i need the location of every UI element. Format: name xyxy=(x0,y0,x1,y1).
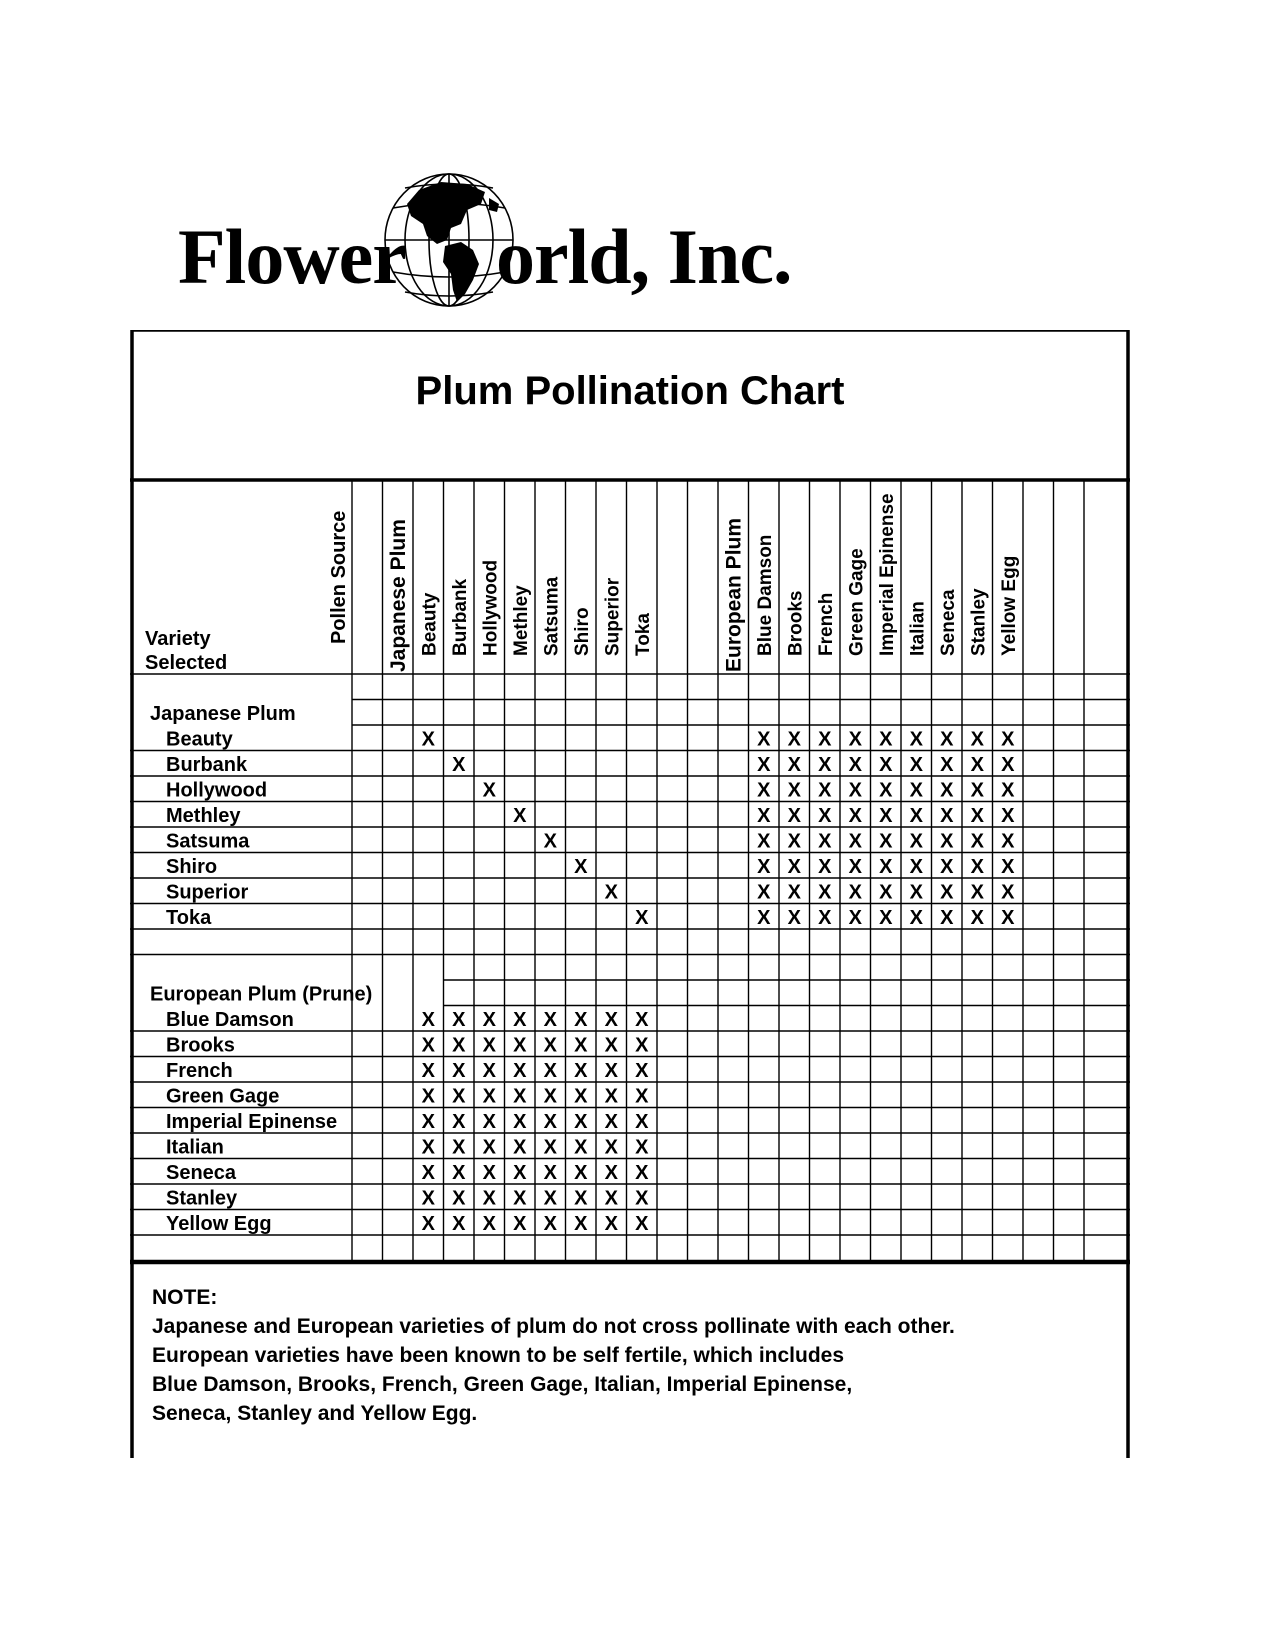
compatibility-mark: X xyxy=(787,907,801,929)
note-heading: NOTE: xyxy=(152,1286,218,1309)
compatibility-mark: X xyxy=(513,1060,527,1082)
compatibility-mark: X xyxy=(879,805,893,827)
column-header: Superior xyxy=(602,577,624,656)
compatibility-mark: X xyxy=(604,1085,618,1108)
compatibility-mark: X xyxy=(452,1034,466,1057)
compatibility-mark: X xyxy=(940,830,954,853)
compatibility-mark: X xyxy=(818,754,832,776)
pollination-chart-frame xyxy=(130,330,1130,1465)
column-header: French xyxy=(815,592,837,656)
compatibility-mark: X xyxy=(604,1060,618,1082)
variety-label: Imperial Epinense xyxy=(166,1111,338,1133)
compatibility-mark: X xyxy=(513,1085,527,1108)
compatibility-mark: X xyxy=(848,881,862,904)
compatibility-mark: X xyxy=(879,856,893,878)
brand-name-right: orld, Inc. xyxy=(496,213,792,300)
compatibility-mark: X xyxy=(1001,830,1015,853)
compatibility-mark: X xyxy=(848,805,862,827)
compatibility-mark: X xyxy=(543,830,557,853)
company-logo xyxy=(178,170,828,315)
compatibility-mark: X xyxy=(1001,856,1015,878)
compatibility-mark: X xyxy=(848,754,862,776)
compatibility-mark: X xyxy=(818,856,832,878)
compatibility-mark: X xyxy=(604,1111,618,1133)
compatibility-mark: X xyxy=(635,1187,649,1210)
compatibility-mark: X xyxy=(970,779,984,802)
note-line-1: Japanese and European varieties of plum do not cross pollinate with each other. xyxy=(152,1315,955,1338)
column-header: Yellow Egg xyxy=(998,555,1020,656)
compatibility-mark: X xyxy=(940,779,954,802)
compatibility-mark: X xyxy=(635,907,649,929)
compatibility-mark: X xyxy=(1001,805,1015,827)
compatibility-mark: X xyxy=(574,1187,588,1210)
compatibility-mark: X xyxy=(818,779,832,802)
compatibility-mark: X xyxy=(879,881,893,904)
compatibility-mark: X xyxy=(421,1085,435,1108)
compatibility-mark: X xyxy=(818,728,832,751)
compatibility-mark: X xyxy=(574,1213,588,1235)
compatibility-mark: X xyxy=(848,907,862,929)
compatibility-mark: X xyxy=(970,805,984,827)
compatibility-mark: X xyxy=(543,1187,557,1210)
compatibility-mark: X xyxy=(818,805,832,827)
compatibility-mark: X xyxy=(574,1085,588,1108)
compatibility-mark: X xyxy=(604,881,618,904)
compatibility-mark: X xyxy=(940,805,954,827)
compatibility-mark: X xyxy=(482,1111,496,1133)
compatibility-mark: X xyxy=(635,1111,649,1133)
column-header: Toka xyxy=(632,613,654,656)
column-header: Stanley xyxy=(968,588,990,656)
compatibility-mark: X xyxy=(757,856,771,878)
variety-label: Green Gage xyxy=(166,1085,280,1108)
compatibility-mark: X xyxy=(818,830,832,853)
compatibility-mark: X xyxy=(970,881,984,904)
column-header: Methley xyxy=(510,585,532,656)
compatibility-mark: X xyxy=(574,1060,588,1082)
compatibility-mark: X xyxy=(879,830,893,853)
compatibility-mark: X xyxy=(909,805,923,827)
compatibility-mark: X xyxy=(757,881,771,904)
column-header: Brooks xyxy=(785,590,807,656)
compatibility-mark: X xyxy=(757,830,771,853)
variety-label: French xyxy=(166,1060,233,1082)
compatibility-mark: X xyxy=(574,1009,588,1031)
compatibility-mark: X xyxy=(604,1162,618,1184)
compatibility-mark: X xyxy=(421,1136,435,1159)
compatibility-mark: X xyxy=(787,779,801,802)
variety-label: Toka xyxy=(166,907,212,929)
compatibility-mark: X xyxy=(970,754,984,776)
column-headers xyxy=(387,493,1020,672)
column-header: Beauty xyxy=(419,592,441,656)
compatibility-mark: X xyxy=(787,805,801,827)
compatibility-mark: X xyxy=(757,907,771,929)
compatibility-mark: X xyxy=(421,1213,435,1235)
row-labels xyxy=(150,703,372,1235)
variety-selected-label-line2: Selected xyxy=(145,652,228,674)
compatibility-mark: X xyxy=(940,881,954,904)
compatibility-mark: X xyxy=(787,856,801,878)
compatibility-mark: X xyxy=(635,1162,649,1184)
compatibility-mark: X xyxy=(482,1060,496,1082)
compatibility-mark: X xyxy=(879,728,893,751)
compatibility-mark: X xyxy=(757,728,771,751)
variety-label: Beauty xyxy=(166,728,233,751)
note-line-4: Seneca, Stanley and Yellow Egg. xyxy=(152,1402,478,1425)
pollen-source-label: Pollen Source xyxy=(328,510,350,644)
variety-label: Satsuma xyxy=(166,830,250,853)
compatibility-mark: X xyxy=(513,805,527,827)
variety-label: Blue Damson xyxy=(166,1009,294,1031)
compatibility-mark: X xyxy=(1001,907,1015,929)
compatibility-mark: X xyxy=(879,907,893,929)
compatibility-mark: X xyxy=(818,881,832,904)
compatibility-mark: X xyxy=(970,907,984,929)
compatibility-mark: X xyxy=(940,907,954,929)
variety-label: Burbank xyxy=(166,754,248,776)
pollination-chart xyxy=(130,330,1130,1460)
compatibility-mark: X xyxy=(482,1162,496,1184)
compatibility-mark: X xyxy=(879,779,893,802)
compatibility-mark: X xyxy=(909,728,923,751)
compatibility-mark: X xyxy=(848,856,862,878)
column-header: Shiro xyxy=(571,607,593,656)
compatibility-mark: X xyxy=(604,1136,618,1159)
compatibility-mark: X xyxy=(543,1162,557,1184)
compatibility-mark: X xyxy=(909,856,923,878)
compatibility-mark: X xyxy=(482,1136,496,1159)
compatibility-mark: X xyxy=(421,1034,435,1057)
column-header: Seneca xyxy=(937,589,959,656)
compatibility-mark: X xyxy=(452,1060,466,1082)
compatibility-mark: X xyxy=(604,1034,618,1057)
column-header: Green Gage xyxy=(846,548,868,656)
compatibility-mark: X xyxy=(482,1187,496,1210)
compatibility-mark: X xyxy=(1001,881,1015,904)
column-header: Blue Damson xyxy=(754,534,776,656)
compatibility-mark: X xyxy=(574,856,588,878)
compatibility-mark: X xyxy=(909,754,923,776)
compatibility-mark: X xyxy=(482,779,496,802)
variety-label: Superior xyxy=(166,881,249,904)
compatibility-mark: X xyxy=(452,1162,466,1184)
compatibility-mark: X xyxy=(543,1009,557,1031)
compatibility-mark: X xyxy=(1001,754,1015,776)
chart-title: Plum Pollination Chart xyxy=(415,369,845,413)
compatibility-mark: X xyxy=(421,1009,435,1031)
compatibility-mark: X xyxy=(940,754,954,776)
compatibility-mark: X xyxy=(970,728,984,751)
compatibility-mark: X xyxy=(635,1060,649,1082)
compatibility-mark: X xyxy=(543,1085,557,1108)
compatibility-mark: X xyxy=(970,830,984,853)
column-header: Japanese Plum xyxy=(386,519,410,672)
compatibility-mark: X xyxy=(543,1213,557,1235)
variety-label: Hollywood xyxy=(166,779,268,802)
compatibility-mark: X xyxy=(513,1009,527,1031)
compatibility-mark: X xyxy=(421,1187,435,1210)
variety-label: Brooks xyxy=(166,1034,235,1057)
variety-selected-label-line1: Variety xyxy=(145,628,211,650)
compatibility-mark: X xyxy=(421,1060,435,1082)
compatibility-mark: X xyxy=(909,779,923,802)
compatibility-mark: X xyxy=(604,1213,618,1235)
compatibility-mark: X xyxy=(543,1034,557,1057)
column-header: European Plum xyxy=(722,517,746,672)
compatibility-mark: X xyxy=(452,1009,466,1031)
variety-label: Shiro xyxy=(166,856,218,878)
compatibility-mark: X xyxy=(787,754,801,776)
compatibility-mark: X xyxy=(879,754,893,776)
column-header: Satsuma xyxy=(541,576,563,656)
compatibility-mark: X xyxy=(787,728,801,751)
note-section xyxy=(152,1286,955,1425)
column-header: Italian xyxy=(907,601,929,656)
compatibility-mark: X xyxy=(635,1085,649,1108)
compatibility-mark: X xyxy=(909,881,923,904)
compatibility-mark: X xyxy=(604,1009,618,1031)
column-header: Hollywood xyxy=(480,559,502,656)
compatibility-mark: X xyxy=(421,1162,435,1184)
compatibility-mark: X xyxy=(909,907,923,929)
column-header: Imperial Epinense xyxy=(876,493,898,656)
compatibility-mark: X xyxy=(482,1213,496,1235)
compatibility-mark: X xyxy=(543,1111,557,1133)
group-label: European Plum (Prune) xyxy=(150,983,373,1006)
variety-label: Methley xyxy=(166,805,241,827)
compatibility-mark: X xyxy=(513,1162,527,1184)
compatibility-mark: X xyxy=(482,1034,496,1057)
compatibility-mark: X xyxy=(482,1085,496,1108)
compatibility-mark: X xyxy=(574,1136,588,1159)
compatibility-mark: X xyxy=(543,1060,557,1082)
compatibility-mark: X xyxy=(848,779,862,802)
compatibility-mark: X xyxy=(574,1162,588,1184)
compatibility-mark: X xyxy=(635,1136,649,1159)
note-line-3: Blue Damson, Brooks, French, Green Gage, Italian, Imperial Epinense, xyxy=(152,1373,853,1396)
compatibility-mark: X xyxy=(787,830,801,853)
compatibility-mark: X xyxy=(818,907,832,929)
compatibility-mark: X xyxy=(513,1187,527,1210)
compatibility-mark: X xyxy=(452,1085,466,1108)
compatibility-mark: X xyxy=(513,1213,527,1235)
compatibility-mark: X xyxy=(635,1034,649,1057)
compatibility-mark: X xyxy=(787,881,801,904)
compatibility-mark: X xyxy=(452,1187,466,1210)
compatibility-mark: X xyxy=(635,1009,649,1031)
compatibility-mark: X xyxy=(482,1009,496,1031)
compatibility-mark: X xyxy=(452,1136,466,1159)
compatibility-mark: X xyxy=(452,754,466,776)
variety-label: Yellow Egg xyxy=(166,1213,272,1235)
compatibility-mark: X xyxy=(970,856,984,878)
compatibility-mark: X xyxy=(757,779,771,802)
compatibility-mark: X xyxy=(940,728,954,751)
compatibility-mark: X xyxy=(452,1111,466,1133)
compatibility-mark: X xyxy=(543,1136,557,1159)
note-line-2: European varieties have been known to be self fertile, which includes xyxy=(152,1344,845,1367)
compatibility-mark: X xyxy=(757,754,771,776)
variety-label: Italian xyxy=(166,1136,224,1159)
group-label: Japanese Plum xyxy=(150,703,296,725)
compatibility-mark: X xyxy=(1001,728,1015,751)
compatibility-mark: X xyxy=(848,728,862,751)
compatibility-mark: X xyxy=(574,1034,588,1057)
compatibility-mark: X xyxy=(513,1136,527,1159)
compatibility-mark: X xyxy=(940,856,954,878)
compatibility-mark: X xyxy=(421,728,435,751)
compatibility-mark: X xyxy=(452,1213,466,1235)
compatibility-mark: X xyxy=(757,805,771,827)
variety-label: Stanley xyxy=(166,1187,238,1210)
column-header: Burbank xyxy=(449,578,471,656)
compatibility-mark: X xyxy=(574,1111,588,1133)
compatibility-mark: X xyxy=(604,1187,618,1210)
compatibility-mark: X xyxy=(635,1213,649,1235)
compatibility-mark: X xyxy=(909,830,923,853)
compatibility-mark: X xyxy=(421,1111,435,1133)
compatibility-mark: X xyxy=(513,1034,527,1057)
brand-name-left: Flower xyxy=(178,213,406,300)
compatibility-mark: X xyxy=(1001,779,1015,802)
compatibility-mark: X xyxy=(848,830,862,853)
compatibility-mark: X xyxy=(513,1111,527,1133)
variety-label: Seneca xyxy=(166,1162,237,1184)
